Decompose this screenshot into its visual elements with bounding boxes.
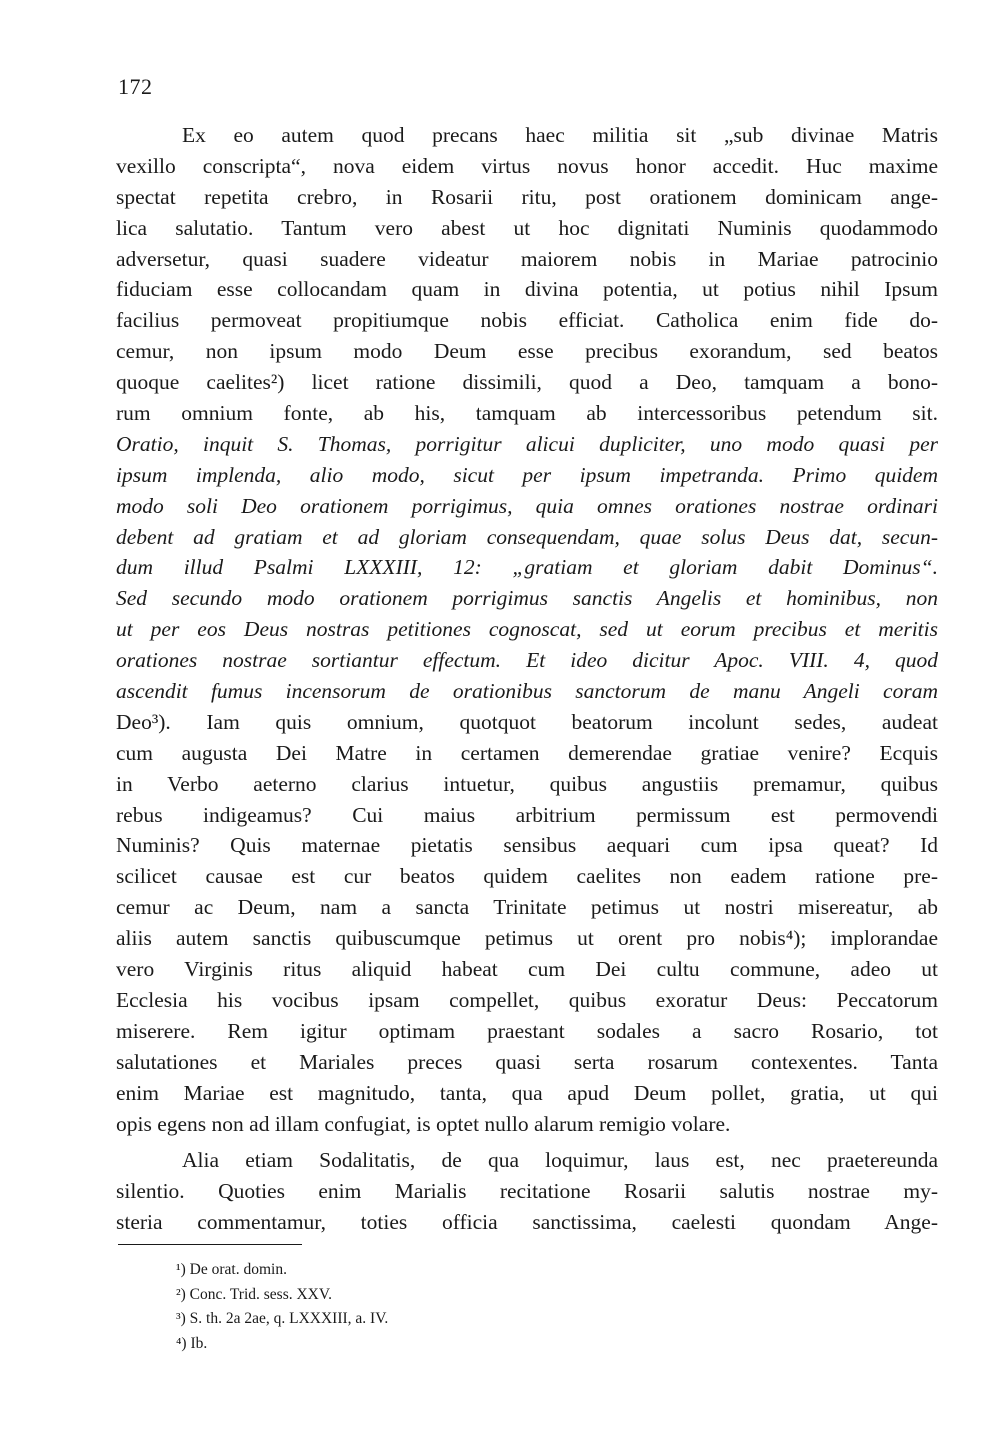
- quote-line: ut per eos Deus nostras petitiones cognoscat, sed ut eorum precibus et meritis: [116, 617, 938, 642]
- footnote: ³) S. th. 2a 2ae, q. LXXXIII, a. IV.: [176, 1310, 389, 1327]
- footnote: ⁴) Ib.: [176, 1334, 208, 1352]
- text-line: rum omnium fonte, ab his, tamquam ab intercessoribus petendum sit.: [116, 401, 938, 426]
- text-line: vexillo conscripta“, nova eidem virtus novus honor accedit. Huc maxime: [116, 153, 938, 178]
- quote-line: ipsum implenda, alio modo, sicut per ipsum impetranda. Primo quidem: [116, 462, 938, 487]
- text-line: enim Mariae est magnitudo, tanta, qua apud Deum pollet, gratia, ut qui: [116, 1080, 938, 1105]
- text-line: cemur ac Deum, nam a sancta Trinitate petimus ut nostri misereatur, ab: [116, 895, 938, 920]
- text-line: Numinis? Quis maternae pietatis sensibus aequari cum ipsa queat? Id: [116, 833, 938, 858]
- text-line: vero Virginis ritus aliquid habeat cum Dei cultu commune, adeo ut: [116, 957, 938, 982]
- footnote: ²) Conc. Trid. sess. XXV.: [176, 1285, 332, 1303]
- page-number: 172: [118, 74, 153, 99]
- text-line: salutationes et Mariales preces quasi serta rosarum contexentes. Tanta: [116, 1049, 938, 1074]
- quote-line: modo soli Deo orationem porrigimus, quia omnes orationes nostrae ordinari: [116, 493, 938, 518]
- text-line: rebus indigeamus? Cui maius arbitrium permissum est permovendi: [116, 802, 938, 827]
- footnote: ¹) De orat. domin.: [176, 1261, 287, 1278]
- text-line: Deo³). Iam quis omnium, quotquot beatorum incolunt sedes, audeat: [116, 709, 938, 734]
- text-line: in Verbo aeterno clarius intuetur, quibus angustiis premamur, quibus: [116, 771, 938, 796]
- text-line: adversetur, quasi suadere videatur maiorem nobis in Mariae patrocinio: [116, 246, 938, 271]
- quote-line: Oratio, inquit S. Thomas, porrigitur alicui dupliciter, uno modo quasi per: [116, 431, 938, 456]
- text-line: steria commentamur, toties officia sanctissima, caelesti quondam Ange-: [116, 1210, 938, 1235]
- text-line: silentio. Quoties enim Marialis recitatione Rosarii salutis nostrae my-: [116, 1179, 938, 1204]
- text-line: cum augusta Dei Matre in certamen demerendae gratiae venire? Ecquis: [116, 740, 938, 765]
- text-line: miserere. Rem igitur optimam praestant sodales a sacro Rosario, tot: [116, 1018, 938, 1043]
- text-line: scilicet causae est cur beatos quidem caelites non eadem ratione pre-: [116, 864, 938, 889]
- text-line: cemur, non ipsum modo Deum esse precibus exorandum, sed beatos: [116, 339, 938, 364]
- quote-line: Sed secundo modo orationem porrigimus sanctis Angelis et hominibus, non: [116, 586, 938, 611]
- text-line: facilius permoveat propitiumque nobis efficiat. Catholica enim fide do-: [116, 308, 938, 333]
- text-line: Ecclesia his vocibus ipsam compellet, quibus exoratur Deus: Peccatorum: [116, 987, 938, 1012]
- text-line: quoque caelites²) licet ratione dissimili, quod a Deo, tamquam a bono-: [116, 370, 938, 395]
- body-text: [116, 120, 938, 1238]
- footnotes: [176, 1258, 576, 1356]
- text-line: Alia etiam Sodalitatis, de qua loquimur, laus est, nec praetereunda: [182, 1148, 938, 1173]
- footnote-rule: [118, 1244, 302, 1245]
- quote-line: dum illud Psalmi LXXXIII, 12: „gratiam et gloriam dabit Dominus“.: [116, 555, 938, 580]
- text-line: lica salutatio. Tantum vero abest ut hoc dignitati Numinis quodammodo: [116, 215, 938, 240]
- text-line: spectat repetita crebro, in Rosarii ritu, post orationem dominicam ange-: [116, 184, 938, 209]
- quote-line: debent ad gratiam et ad gloriam consequendam, quae solus Deus dat, secun-: [116, 524, 938, 549]
- text-line: Ex eo autem quod precans haec militia sit „sub divinae Matris: [182, 123, 938, 147]
- text-line: aliis autem sanctis quibuscumque petimus ut orent pro nobis⁴); implorandae: [116, 926, 938, 951]
- text-line: opis egens non ad illam confugiat, is optet nullo alarum remigio volare.: [116, 1111, 731, 1136]
- quote-line: orationes nostrae sortiantur effectum. Et ideo dicitur Apoc. VIII. 4, quod: [116, 648, 938, 673]
- text-line: fiduciam esse collocandam quam in divina potentia, ut potius nihil Ipsum: [116, 277, 938, 302]
- quote-line: ascendit fumus incensorum de orationibus sanctorum de manu Angeli coram: [116, 679, 938, 704]
